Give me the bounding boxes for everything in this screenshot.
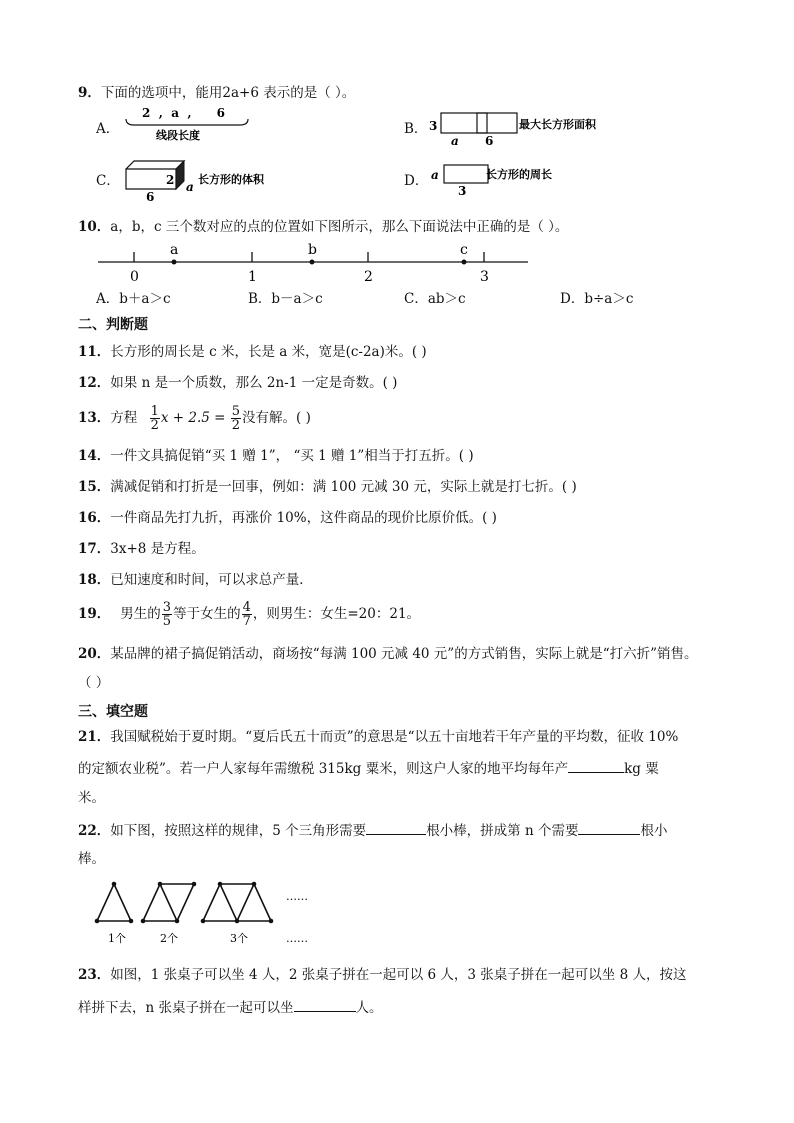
question-number: 21． bbox=[78, 729, 111, 745]
section-title-judgement: 二、判断题 bbox=[78, 317, 148, 333]
question-14 bbox=[78, 447, 474, 465]
q9-option-c-figure bbox=[122, 157, 292, 203]
section-title-fill-blank: 三、填空题 bbox=[78, 704, 148, 720]
question-number: 15． bbox=[78, 479, 111, 495]
question-number: 23． bbox=[78, 967, 111, 983]
tick-1-label: 1 bbox=[248, 269, 257, 285]
denominator: 5 bbox=[162, 614, 172, 629]
q9-option-a-figure bbox=[120, 103, 260, 145]
question-text: 我国赋税始于夏时期。“夏后氏五十而贡”的意思是“以五十亩地若干年产量的平均数，征收 10% bbox=[110, 729, 679, 745]
fraction-one-half bbox=[150, 405, 160, 432]
triangle-sticks-figure bbox=[90, 876, 320, 948]
question-text: 下面的选项中，能用2a+6 表示的是（ ）。 bbox=[100, 85, 356, 101]
tick-3-label: 3 bbox=[480, 269, 489, 285]
question-number: 14． bbox=[78, 448, 111, 464]
question-15 bbox=[78, 478, 577, 496]
question-text: a，b，c 三个数对应的点的位置如下图所示，那么下面说法中正确的是（ ）。 bbox=[110, 219, 569, 235]
question-23-line-2 bbox=[78, 997, 383, 1017]
box-top bbox=[126, 161, 184, 169]
question-text: 的定额农业税”。若一户人家每年需缴税 315kg 粟米，则这户人家的地平均每年产 bbox=[78, 761, 569, 777]
q9-option-b-figure bbox=[425, 108, 625, 148]
question-22-line-2: 棒。 bbox=[78, 851, 105, 867]
fraction-four-sevenths bbox=[242, 601, 252, 628]
label-2: 2个 bbox=[160, 932, 178, 945]
point-b-label: b bbox=[308, 242, 317, 258]
question-21-line-3: 米。 bbox=[78, 790, 105, 806]
question-number: 13． bbox=[78, 410, 111, 426]
question-11 bbox=[78, 343, 427, 361]
question-16 bbox=[78, 509, 497, 527]
rectangle bbox=[444, 165, 488, 183]
question-number: 9． bbox=[78, 85, 101, 101]
bottom-label-a: a bbox=[451, 134, 459, 148]
q9-option-c-label: C． bbox=[96, 173, 120, 189]
question-number: 22． bbox=[78, 823, 111, 839]
box-side bbox=[176, 161, 184, 189]
denominator: 2 bbox=[231, 418, 241, 433]
question-20-answer-bracket: （ ） bbox=[78, 675, 110, 691]
prefix: 男生的 bbox=[120, 606, 161, 622]
question-text: 一件商品先打九折，再涨价 10%，这件商品的现价比原价低。( ) bbox=[110, 510, 497, 526]
equation-prefix: 方程 bbox=[110, 410, 138, 426]
q10-option-c: C．ab＞c bbox=[404, 291, 466, 307]
question-17 bbox=[78, 540, 205, 558]
question-text: 样拼下去，n 张桌子拼在一起可以坐 bbox=[78, 1000, 294, 1016]
answer-blank-2[interactable] bbox=[578, 820, 640, 835]
numerator: 5 bbox=[231, 404, 241, 419]
question-21-line-1 bbox=[78, 728, 678, 746]
numerator: 3 bbox=[162, 600, 172, 615]
equation-middle: x + 2.5 = bbox=[160, 410, 226, 426]
question-20 bbox=[78, 645, 698, 663]
question-text: 如果 n 是一个质数，那么 2n-1 一定是奇数。( ) bbox=[110, 375, 398, 391]
question-number: 16． bbox=[78, 510, 111, 526]
q10-option-d: D．b÷a＞c bbox=[560, 291, 634, 307]
denominator: 2 bbox=[150, 418, 159, 433]
question-text: 长方形的周长是 c 米，长是 a 米，宽是(c-2a)米。( ) bbox=[110, 344, 427, 360]
q9-option-d-label: D． bbox=[404, 173, 429, 189]
middle: 等于女生的 bbox=[173, 606, 241, 622]
tick-0-label: 0 bbox=[130, 269, 139, 285]
bottom-label-6: 6 bbox=[485, 134, 494, 148]
point-a bbox=[172, 260, 177, 265]
label-6: 6 bbox=[146, 190, 155, 203]
segment-caption: 线段长度 bbox=[156, 129, 200, 142]
q9-option-b-label: B． bbox=[404, 121, 428, 137]
question-10 bbox=[78, 218, 568, 236]
suffix: ，则男生：女生=20：21。 bbox=[252, 606, 421, 622]
question-text: 某品牌的裙子搞促销活动，商场按“每满 100 元减 40 元”的方式销售，实际上就是“打六折”销售。 bbox=[110, 646, 698, 662]
triangles-3 bbox=[203, 884, 271, 921]
point-c-label: c bbox=[460, 242, 468, 258]
question-9 bbox=[78, 84, 355, 102]
question-text: 如下图，按照这样的规律，5 个三角形需要 bbox=[110, 823, 367, 839]
continuation-dots-top: …… bbox=[286, 890, 308, 903]
question-number: 12． bbox=[78, 375, 111, 391]
rect-6 bbox=[477, 113, 517, 133]
label-2: 2 bbox=[166, 173, 175, 187]
question-text: 如图，1 张桌子可以坐 4 人，2 张桌子拼在一起可以 6 人，3 张桌子拼在一起可以坐 8 人，按这 bbox=[110, 967, 687, 983]
question-number: 18． bbox=[78, 572, 111, 588]
side-label-3: 3 bbox=[429, 119, 438, 133]
q10-option-b: B．b－a＞c bbox=[248, 291, 323, 307]
figure-caption: 长方形的周长 bbox=[486, 168, 552, 181]
question-19 bbox=[78, 596, 420, 632]
question-21-line-2 bbox=[78, 758, 659, 778]
number-line bbox=[94, 240, 534, 288]
denominator: 7 bbox=[242, 614, 251, 629]
triangle-1 bbox=[97, 884, 131, 921]
question-12 bbox=[78, 374, 397, 392]
rect-a bbox=[441, 113, 487, 133]
question-23-line-1 bbox=[78, 966, 686, 984]
triangles-2 bbox=[143, 884, 194, 921]
side-label-a: a bbox=[431, 168, 439, 182]
answer-blank-1[interactable] bbox=[366, 820, 426, 835]
question-text: 已知速度和时间，可以求总产量． bbox=[110, 572, 313, 588]
question-number: 19． bbox=[78, 606, 111, 622]
question-number: 10． bbox=[78, 219, 111, 235]
question-number: 11． bbox=[78, 344, 111, 360]
question-text: 根小 bbox=[640, 823, 668, 839]
question-text-tail: kg 粟 bbox=[624, 761, 659, 777]
point-b bbox=[310, 260, 315, 265]
question-text: 3x+8 是方程。 bbox=[110, 541, 205, 557]
numerator: 1 bbox=[150, 404, 159, 419]
question-18 bbox=[78, 571, 313, 589]
q9-option-a-label: A． bbox=[96, 121, 120, 137]
question-number: 17． bbox=[78, 541, 111, 557]
bottom-label-3: 3 bbox=[458, 184, 467, 198]
label-1: 1个 bbox=[108, 932, 126, 945]
q10-option-a: A．b＋a＞c bbox=[96, 291, 171, 307]
label-a: a bbox=[186, 180, 194, 194]
question-text: 满减促销和打折是一回事，例如：满 100 元减 30 元，实际上就是打七折。( ) bbox=[110, 479, 577, 495]
numerator: 4 bbox=[242, 600, 251, 615]
equation-suffix: 没有解。( ) bbox=[242, 410, 311, 426]
answer-blank[interactable] bbox=[568, 758, 624, 773]
question-13 bbox=[78, 400, 311, 436]
figure-caption: 最大长方形面积 bbox=[519, 118, 596, 131]
question-text: 根小棒，拼成第 n 个需要 bbox=[426, 823, 579, 839]
point-a-label: a bbox=[170, 242, 179, 258]
q9-option-d-figure bbox=[428, 160, 598, 200]
answer-blank[interactable] bbox=[294, 997, 356, 1012]
fraction-three-fifths bbox=[162, 601, 172, 628]
point-c bbox=[462, 260, 467, 265]
figure-caption: 长方形的体积 bbox=[198, 173, 264, 186]
segment-labels: 2 , a , 6 bbox=[142, 106, 225, 120]
tick-2-label: 2 bbox=[364, 269, 373, 285]
question-number: 20． bbox=[78, 646, 111, 662]
continuation-dots-bottom: …… bbox=[286, 932, 308, 945]
label-3: 3个 bbox=[230, 932, 248, 945]
question-text-tail: 人。 bbox=[355, 1000, 383, 1016]
stick-joints bbox=[95, 882, 274, 924]
fraction-five-halves bbox=[231, 405, 241, 432]
question-22-line-1 bbox=[78, 820, 667, 840]
question-text: 一件文具搞促销“买 1 赠 1”， “买 1 赠 1”相当于打五折。( ) bbox=[110, 448, 474, 464]
